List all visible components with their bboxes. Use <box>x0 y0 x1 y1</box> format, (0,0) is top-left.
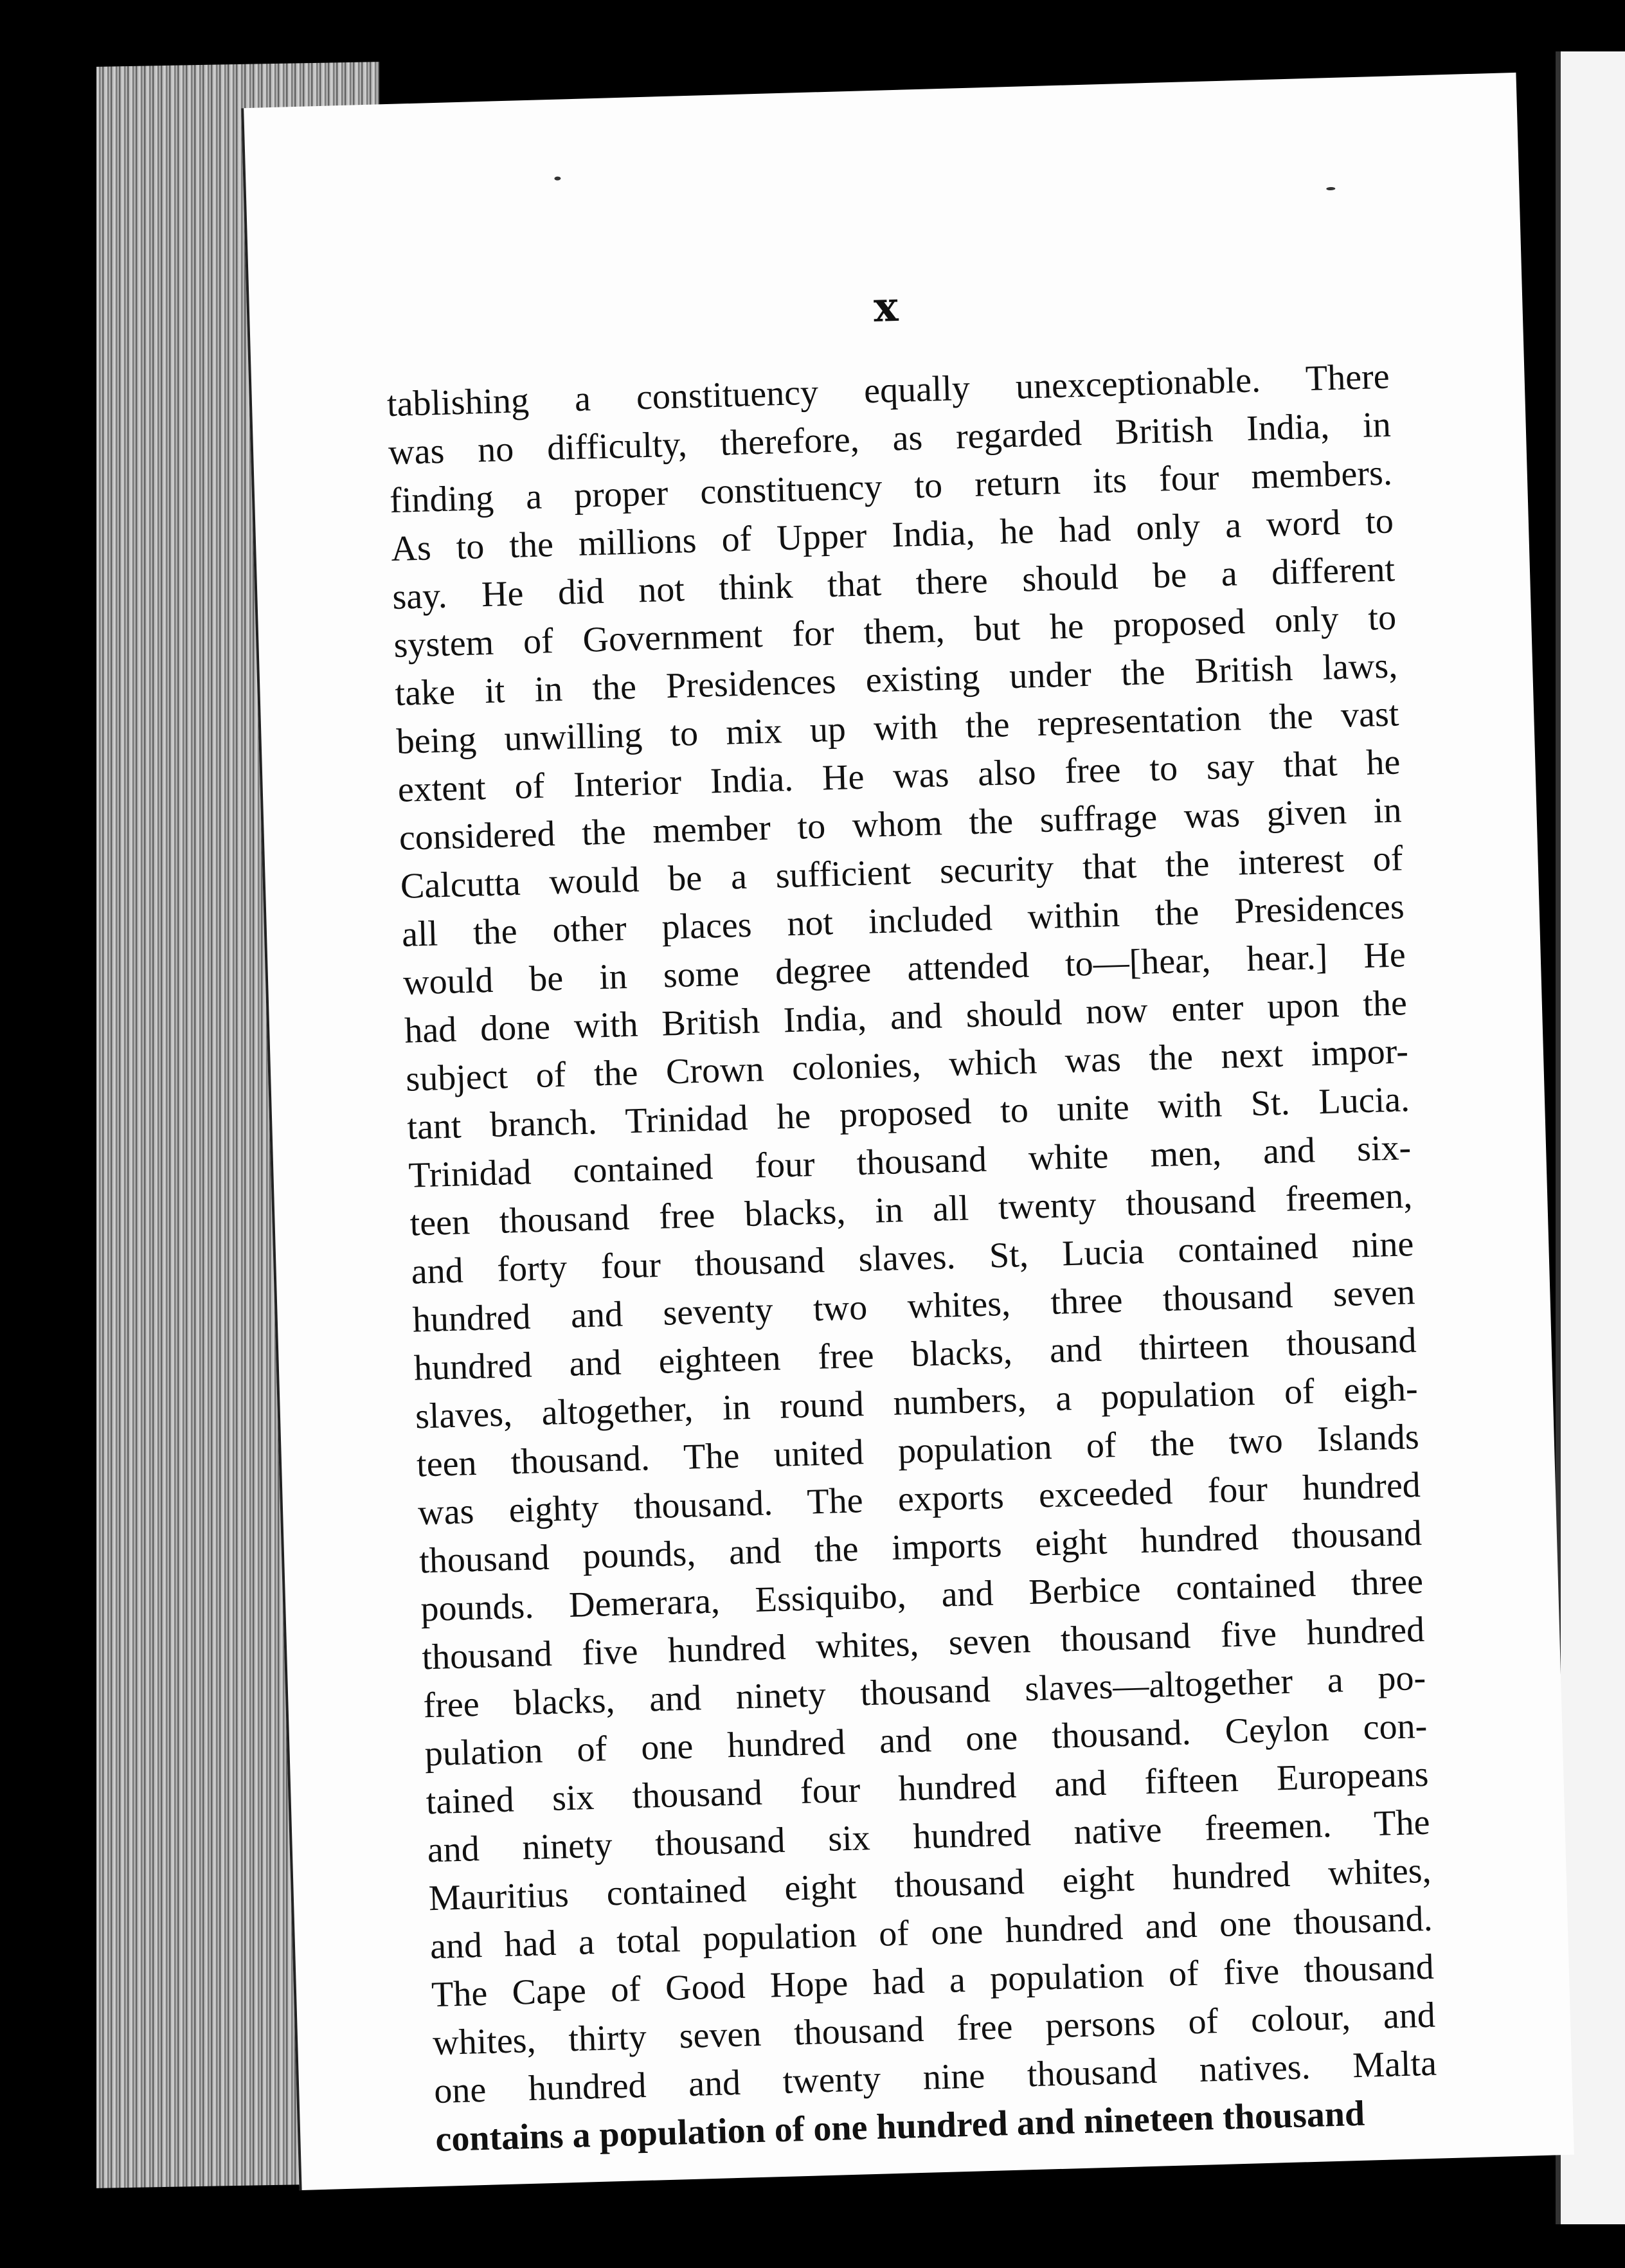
text-line: contains a population of one hundred and nineteen thousand <box>435 2093 1365 2160</box>
text-line: tant branch. Trinidad he proposed to unite with St. Lucia. <box>406 1079 1410 1148</box>
text-line: slaves, altogether, in round numbers, a population of eigh- <box>415 1369 1419 1437</box>
text-line: Trinidad contained four thousand white men, and six- <box>408 1128 1412 1196</box>
text-line: The Cape of Good Hope had a population of five thousand <box>431 1947 1435 2015</box>
text-line: was eighty thousand. The exports exceeded four hundred <box>417 1464 1421 1533</box>
text-line: take it in the Presidences existing under the British laws, <box>394 645 1398 714</box>
text-line: Calcutta would be a sufficient security that the interest of <box>400 838 1404 906</box>
body-text <box>386 353 1439 2164</box>
text-line: and forty four thousand slaves. St, Lucia contained nine <box>410 1224 1415 1292</box>
text-line: Mauritius contained eight thousand eight hundred whites, <box>428 1850 1432 1919</box>
text-line: tained six thousand four hundred and fifteen Europeans <box>425 1754 1430 1823</box>
text-line: hundred and eighteen free blacks, and thirteen thousand <box>413 1320 1417 1389</box>
text-line: system of Government for them, but he proposed only to <box>393 597 1397 666</box>
print-speck <box>1326 187 1335 190</box>
text-line: and ninety thousand six hundred native freemen. The <box>427 1802 1431 1871</box>
text-line: had done with British India, and should now enter upon the <box>404 983 1408 1051</box>
text-line: subject of the Crown colonies, which was the next impor- <box>405 1031 1409 1099</box>
text-line: was no difficulty, therefore, as regarded British India, in <box>388 404 1392 473</box>
text-line: thousand five hundred whites, seven thousand five hundred <box>421 1609 1425 1678</box>
text-line: tablishing a constituency equally unexceptionable. There <box>386 356 1390 425</box>
text-line: extent of Interior India. He was also free to say that he <box>397 742 1401 810</box>
text-line: free blacks, and ninety thousand slaves—altogether a po- <box>422 1657 1426 1726</box>
text-line: finding a proper constituency to return its four members. <box>389 453 1393 521</box>
text-line: thousand pounds, and the imports eight hundred thousand <box>418 1513 1423 1581</box>
text-line: considered the member to whom the suffrage was given in <box>399 790 1403 858</box>
text-line: one hundred and twenty nine thousand natives. Malta <box>433 2043 1437 2112</box>
text-line: hundred and seventy two whites, three thousand seven <box>412 1272 1416 1340</box>
text-line: teen thousand. The united population of the two Islands <box>416 1416 1420 1485</box>
text-line: and had a total population of one hundred and one thousand. <box>429 1898 1433 1967</box>
text-line: whites, thirty seven thousand free persons of colour, and <box>432 1995 1436 2064</box>
text-line: being unwilling to mix up with the representation the vast <box>395 694 1400 762</box>
text-line: teen thousand free blacks, in all twenty thousand freemen, <box>409 1176 1413 1244</box>
page-folio: x <box>873 282 899 332</box>
book-page <box>241 73 1574 2190</box>
text-line: say. He did not think that there should be a different <box>391 549 1396 618</box>
text-line: pounds. Demerara, Essiquibo, and Berbice contained three <box>420 1561 1424 1630</box>
text-line: As to the millions of Upper India, he had only a word to <box>390 501 1394 570</box>
text-line: all the other places not included within the Presidences <box>401 887 1405 955</box>
print-speck <box>554 176 561 180</box>
text-line: pulation of one hundred and one thousand. Ceylon con- <box>424 1706 1428 1774</box>
text-line: would be in some degree attended to—[hear, hear.] He <box>402 935 1406 1003</box>
